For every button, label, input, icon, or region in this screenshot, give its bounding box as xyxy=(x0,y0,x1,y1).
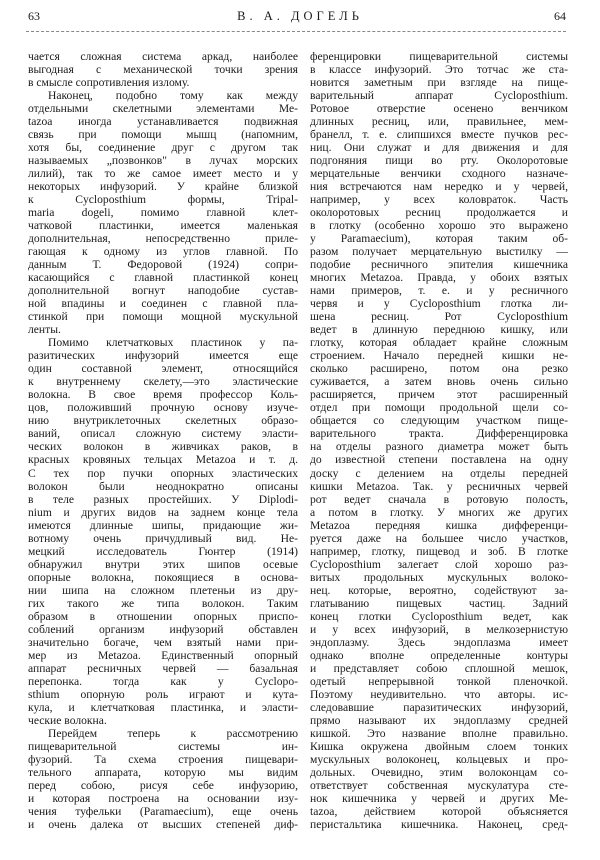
text-line: некоторых инфузорий. У крайне близкой xyxy=(28,180,298,194)
text-line: Поэтому неудивительно. что авторы. ис- xyxy=(310,687,568,701)
text-line: и у всех инфузорий, в мелкозернистую xyxy=(310,622,568,636)
text-line: расширяется, причем этот расширенный xyxy=(310,388,568,402)
text-line: в глотку (особенно хорошо это выражено xyxy=(310,219,568,233)
text-line: мускульных волоконец, кольцевых и про- xyxy=(310,752,568,766)
text-line: руется даже на большее число участков, xyxy=(310,531,568,545)
text-line: глотку, которая обладает крайне сложным xyxy=(310,336,568,350)
text-line: витых продольных мускульных волоко- xyxy=(310,570,568,584)
text-line: суживается, а затем вновь очень сильно xyxy=(310,375,568,389)
text-line: кишки Metazoa. Так. у ресничных червей xyxy=(310,479,568,493)
text-line: конец глотки Cycloposthium ведет, как xyxy=(310,609,568,623)
text-line: sthium опорную роль играют и кута- xyxy=(28,687,298,701)
text-line: ференцировки пищеварительной системы xyxy=(310,50,568,63)
text-line: разитических инфузорий имеется еще xyxy=(28,349,298,363)
text-line: ческие волокна. xyxy=(28,713,107,727)
text-line: доску с делением на отделы передней xyxy=(310,466,568,480)
text-line: многих Metazoa. Правда, у обоих взятых xyxy=(310,271,568,285)
text-line: Cycloposthium залегает слой хорошо раз- xyxy=(310,557,568,571)
text-line: соблений организм инфузорий обставлен xyxy=(28,622,298,636)
text-line: следовавшие паразитических инфузорий, xyxy=(310,700,568,714)
text-line: и очень далека от высших степеней диф- xyxy=(28,817,298,831)
text-line: Metazoa передняя кишка дифференци- xyxy=(310,518,568,532)
text-line: связь при помощи мышц (напомним, xyxy=(28,128,298,142)
text-line: maria dogeli, помимо главной клет- xyxy=(28,206,298,220)
right-text-column xyxy=(310,50,568,831)
text-line: мецкий исследователь Гюнтер (1914) xyxy=(28,544,298,558)
text-line: и которая построена на основании изу- xyxy=(28,791,298,805)
text-line: волокон были неоднократно описаны xyxy=(28,479,298,493)
text-line: к внутреннему скелету,—это эластические xyxy=(28,375,298,389)
text-line: рот ведет сначала в ротовую полость, xyxy=(310,492,568,506)
text-line: длинных ресниц, или, правильнее, мем- xyxy=(310,115,568,129)
text-line: варительного тракта. Дифференцировка xyxy=(310,427,568,441)
text-line: отдел при помощи продольной щели со- xyxy=(310,401,568,415)
page-number-right: 64 xyxy=(554,9,566,23)
text-line: обнаружил внутри этих шипов осевые xyxy=(28,557,298,571)
text-line: червя и у Cycloposthium глотка ли- xyxy=(310,297,568,311)
text-line: подобие ресничного эпителия кишечника xyxy=(310,258,568,272)
text-line: Ротовое отверстие осенено венчиком xyxy=(310,102,568,116)
text-line: подгоняния пищи во рту. Околоротовые xyxy=(310,154,568,168)
text-line: Перейдем теперь к рассмотрению xyxy=(48,726,298,740)
text-line: аппарат ресничных червей — базальная xyxy=(28,661,298,675)
text-line: прямо называют их эндоплазму средней xyxy=(310,713,568,727)
text-line: фузорий. Та схема строения пищевари- xyxy=(28,752,298,766)
text-line: в теле разных простейших. У Diplodi- xyxy=(28,492,298,506)
left-text-column xyxy=(28,50,298,831)
text-line: ниц. Они служат и для движения и для xyxy=(310,141,568,155)
text-line: сколько расширено, потом она резко xyxy=(310,362,568,376)
text-line: гих такого же типа волокон. Таким xyxy=(28,596,298,610)
text-line: кишкой. Это название вполне правильно. xyxy=(310,726,568,740)
text-line: мерцательные венчики сходного назначе- xyxy=(310,167,568,181)
text-line: значительно богаче, чем взятый нами при- xyxy=(28,635,298,649)
text-line: Наконец, подобно тому как между xyxy=(48,89,298,103)
text-line: данным Т. Федоровой (1924) сопри- xyxy=(28,258,298,272)
text-line: называемых „позвонков" в лучах морских xyxy=(28,154,298,168)
text-line: нии шипа на сложном плетеньи из дру- xyxy=(28,583,298,597)
text-line: имеются длинные шипы, придающие жи- xyxy=(28,518,298,532)
text-line: лилий), так то же самое имеет место и у xyxy=(28,167,298,181)
text-line: хотя бы, соединение друг с другом так xyxy=(28,141,298,155)
text-line: чается сложная система аркад, наиболее xyxy=(28,50,298,63)
text-line: чения туфельки (Paramaecium), еще очень xyxy=(28,804,298,818)
text-line: дольных. Очевидно, этим волоконцам со- xyxy=(310,765,568,779)
text-line: цов, положивший прочную основу изуче- xyxy=(28,401,298,415)
text-line: выгодная с механической точки зрения xyxy=(28,63,298,77)
text-line: образом в отношении опорных приспо- xyxy=(28,609,298,623)
text-line: однако вполне определенные контуры xyxy=(310,648,568,662)
text-line: нами примеров, т. е. и у ресничного xyxy=(310,284,568,298)
text-line: гающая к одному из углов главной. По xyxy=(28,245,298,259)
text-line: общается со следующим участком пище- xyxy=(310,414,568,428)
text-line: к Cycloposthium формы, Tripal- xyxy=(28,193,298,207)
text-line: перепонка. тогда как у Cyclopo- xyxy=(28,674,298,688)
text-line: околоротовых ресниц продолжается и xyxy=(310,206,568,220)
running-header-author: В. А. ДОГЕЛЬ xyxy=(237,9,363,23)
text-line: пищеварительной системы ин- xyxy=(28,739,298,753)
text-line: Кишка окружена двойным слоем тонких xyxy=(310,739,568,753)
text-line: и представляет собою сплошной мешок, xyxy=(310,661,568,675)
text-line: варительный аппарат Cycloposthium. xyxy=(310,89,568,103)
text-line: ной впадины и соединен с главной пла- xyxy=(28,297,298,311)
text-line: разом получает мерцательную выстилку — xyxy=(310,245,568,259)
text-line: эндоплазму. Здесь эндоплазма имеет xyxy=(310,635,568,649)
text-line: нец. которые, вероятно, содействуют за- xyxy=(310,583,568,597)
text-line: чатковой пластинки, имеется маленькая xyxy=(28,219,298,233)
page-number-left: 63 xyxy=(28,9,40,23)
text-line: кула, и клетчатковая пластинка, и эласти- xyxy=(28,700,298,714)
text-line: касающийся с главной пластинкой конец xyxy=(28,271,298,285)
text-line: ния встречаются нам нередко и у червей, xyxy=(310,180,568,194)
text-line: в классе инфузорий. Это тотчас же ста- xyxy=(310,63,568,77)
text-line: Помимо клетчатковых пластинок у па- xyxy=(48,336,298,350)
text-line: перистальтика кишечника. Наконец, сред- xyxy=(310,817,568,831)
text-line: шена ресниц. Рот Cycloposthium xyxy=(310,310,568,324)
text-line: нок кишечника у червей и других Ме- xyxy=(310,791,568,805)
text-line: на отделы разного диаметра может быть xyxy=(310,440,568,454)
text-line: С тех пор пучки опорных эластических xyxy=(28,466,298,480)
text-line: стинкой при помощи мощной мускульной xyxy=(28,310,298,324)
text-line: например, у всех коловраток. Часть xyxy=(310,193,568,207)
text-line: а потом в глотку. У многих же других xyxy=(310,505,568,519)
text-line: ленты. xyxy=(28,323,61,337)
text-line: у Paramaecium), которая таким об- xyxy=(310,232,568,246)
text-line: красных кровяных тельцах Metazoa и т. д. xyxy=(28,453,298,467)
text-line: волокна. В свое время профессор Коль- xyxy=(28,388,298,402)
text-line: ведет в длинную переднюю кишку, или xyxy=(310,323,568,337)
text-line: ответствует собственная мускулатура сте- xyxy=(310,778,568,792)
text-line: до известной степени поставлена на одну xyxy=(310,453,568,467)
text-line: глатыванию пищевых частиц. Задний xyxy=(310,596,568,610)
text-line: перед собою, рисуя себе инфузорию, xyxy=(28,778,298,792)
header-rule xyxy=(26,31,566,32)
text-line: вотному очень причудливый вид. Не- xyxy=(28,531,298,545)
text-line: строением. Начало передней кишки не- xyxy=(310,349,568,363)
text-line: в смысле сопротивления излому. xyxy=(28,76,190,90)
text-line: дополнительная, непосредственно приле- xyxy=(28,232,298,246)
text-line: ческих волокон в живчиках раков, в xyxy=(28,440,298,454)
text-line: одетый непрерывной тонкой пленочкой. xyxy=(310,674,568,688)
text-line: дополнительной вогнут наподобие сустав- xyxy=(28,284,298,298)
text-line: тельного аппарата, которую мы видим xyxy=(28,765,298,779)
text-line: мер из Metazoa. Единственный опорный xyxy=(28,648,298,662)
text-line: например, глотку, пищевод и зоб. В глотке xyxy=(310,544,568,558)
text-line: опорные волокна, покоящиеся в основа- xyxy=(28,570,298,584)
text-line: tazoa иногда устанавливается подвижная xyxy=(28,115,298,129)
text-line: nium и других видов на заднем конце тела xyxy=(28,505,298,519)
text-line: нию внутриклеточных скелетных образо- xyxy=(28,414,298,428)
text-line: tazoa, действием которой объясняется xyxy=(310,804,568,818)
text-line: отдельными скелетными элементами Ме- xyxy=(28,102,298,116)
text-line: ваний, описал сложную систему эласти- xyxy=(28,427,298,441)
text-line: бранелл, т. е. слипшихся вместе пучков рес- xyxy=(310,128,568,142)
text-line: один составной элемент, относящийся xyxy=(28,362,298,376)
text-line: новится заметным при взгляде на пище- xyxy=(310,76,568,90)
